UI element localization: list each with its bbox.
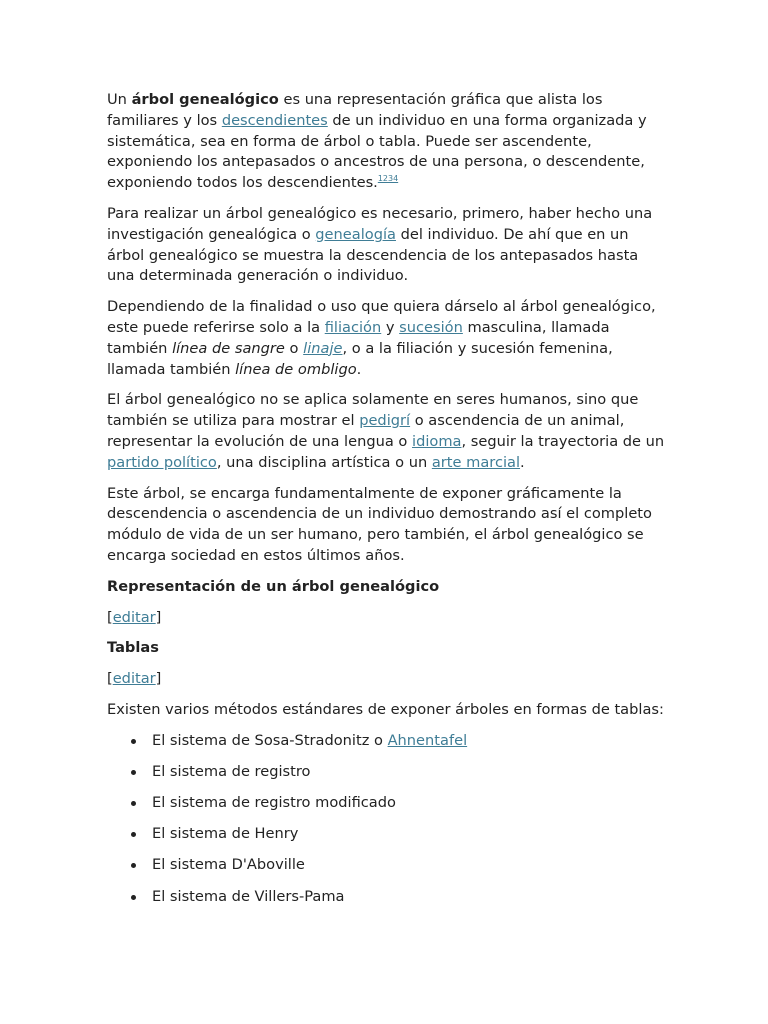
link-linaje[interactable]: linaje [303,339,343,357]
paragraph-6: Existen varios métodos estándares de exponer árboles en formas de tablas: [107,700,664,718]
text-span: es una representación gráfica que alista los familiares y los [107,91,603,129]
bracket: ] [155,608,162,626]
text-span: . [520,453,525,471]
text-span: del individuo. De ahí que en un árbol genealógico se muestra la descendencia de los antepasados hasta una determinada generación o individuo. [107,225,639,285]
link-idioma[interactable]: idioma [412,432,462,450]
list-item: El sistema de Henry [152,824,667,845]
text-span: de un individuo en una forma organizada y sistemática, sea en forma de árbol o tabla. Puede ser ascendente, exponiendo los antepasados o ancestros de una persona, o descendente, exponiendo todos los descendientes. [107,111,647,192]
link-ahnentafel[interactable]: Ahnentafel [387,731,468,749]
reference-links[interactable]: 1234 [377,174,399,184]
edit-section-link [107,608,667,629]
italic-term: línea de ombligo [235,360,357,378]
list-item: El sistema de Villers-Pama [152,887,667,908]
text-span: , o a la filiación y sucesión femenina, llamada también [107,339,613,378]
list-item: El sistema D'Aboville [152,855,667,876]
article-body [107,90,667,918]
text-span: , seguir la trayectoria de un [461,432,665,450]
paragraph-5: Este árbol, se encarga fundamentalmente de exponer gráficamente la descendencia o ascendencia de un individuo demostrando así el completo módulo de vida de un ser humano, pero también, el árbol genealógico se encarga sociedad en estos últimos años. [107,484,652,564]
text-span: , una disciplina artística o un [216,453,432,471]
text-span: . [356,360,362,378]
edit-link[interactable]: editar [112,608,156,626]
list-item [152,731,667,752]
section-heading-tablas: Tablas [107,639,159,657]
link-descendientes[interactable]: descendientes [221,111,328,129]
edit-section-link [107,669,667,690]
list-item-text: El sistema de Sosa-Stradonitz o [152,731,388,749]
bold-term: árbol genealógico [131,91,279,108]
text-span: Un [107,91,132,108]
bracket: [ [107,608,113,626]
bracket: [ [107,670,113,688]
text-span: masculina, llamada también [107,318,610,357]
link-arte-marcial[interactable]: arte marcial [431,453,521,471]
text-span: y [381,318,400,336]
list-item: El sistema de registro modificado [152,793,667,814]
link-pedigri[interactable]: pedigrí [359,412,411,430]
text-span: El árbol genealógico no se aplica solamente en seres humanos, sino que también se utiliza para mostrar el [107,391,639,430]
paragraph-4 [107,390,667,473]
paragraph-2 [107,204,667,287]
text-span: o ascendencia de un animal, representar la evolución de una lengua o [107,412,625,450]
edit-link[interactable]: editar [112,670,156,688]
paragraph-3 [107,297,667,380]
list-item: El sistema de registro [152,762,667,783]
text-span: Dependiendo de la finalidad o uso que quiera dárselo al árbol genealógico, este puede referirse solo a la [107,298,656,336]
link-filiacion[interactable]: filiación [324,318,382,336]
paragraph-intro [107,90,667,194]
section-heading-representacion: Representación de un árbol genealógico [107,577,440,595]
bracket: ] [155,670,162,688]
link-sucesion[interactable]: sucesión [399,318,463,336]
link-genealogia[interactable]: genealogía [315,225,396,243]
systems-list [107,731,667,908]
italic-term: línea de sangre [172,339,285,357]
link-partido-politico[interactable]: partido político [107,453,217,471]
text-span: o [284,339,304,357]
text-span: Para realizar un árbol genealógico es necesario, primero, haber hecho una investigación genealógica o [107,204,653,243]
